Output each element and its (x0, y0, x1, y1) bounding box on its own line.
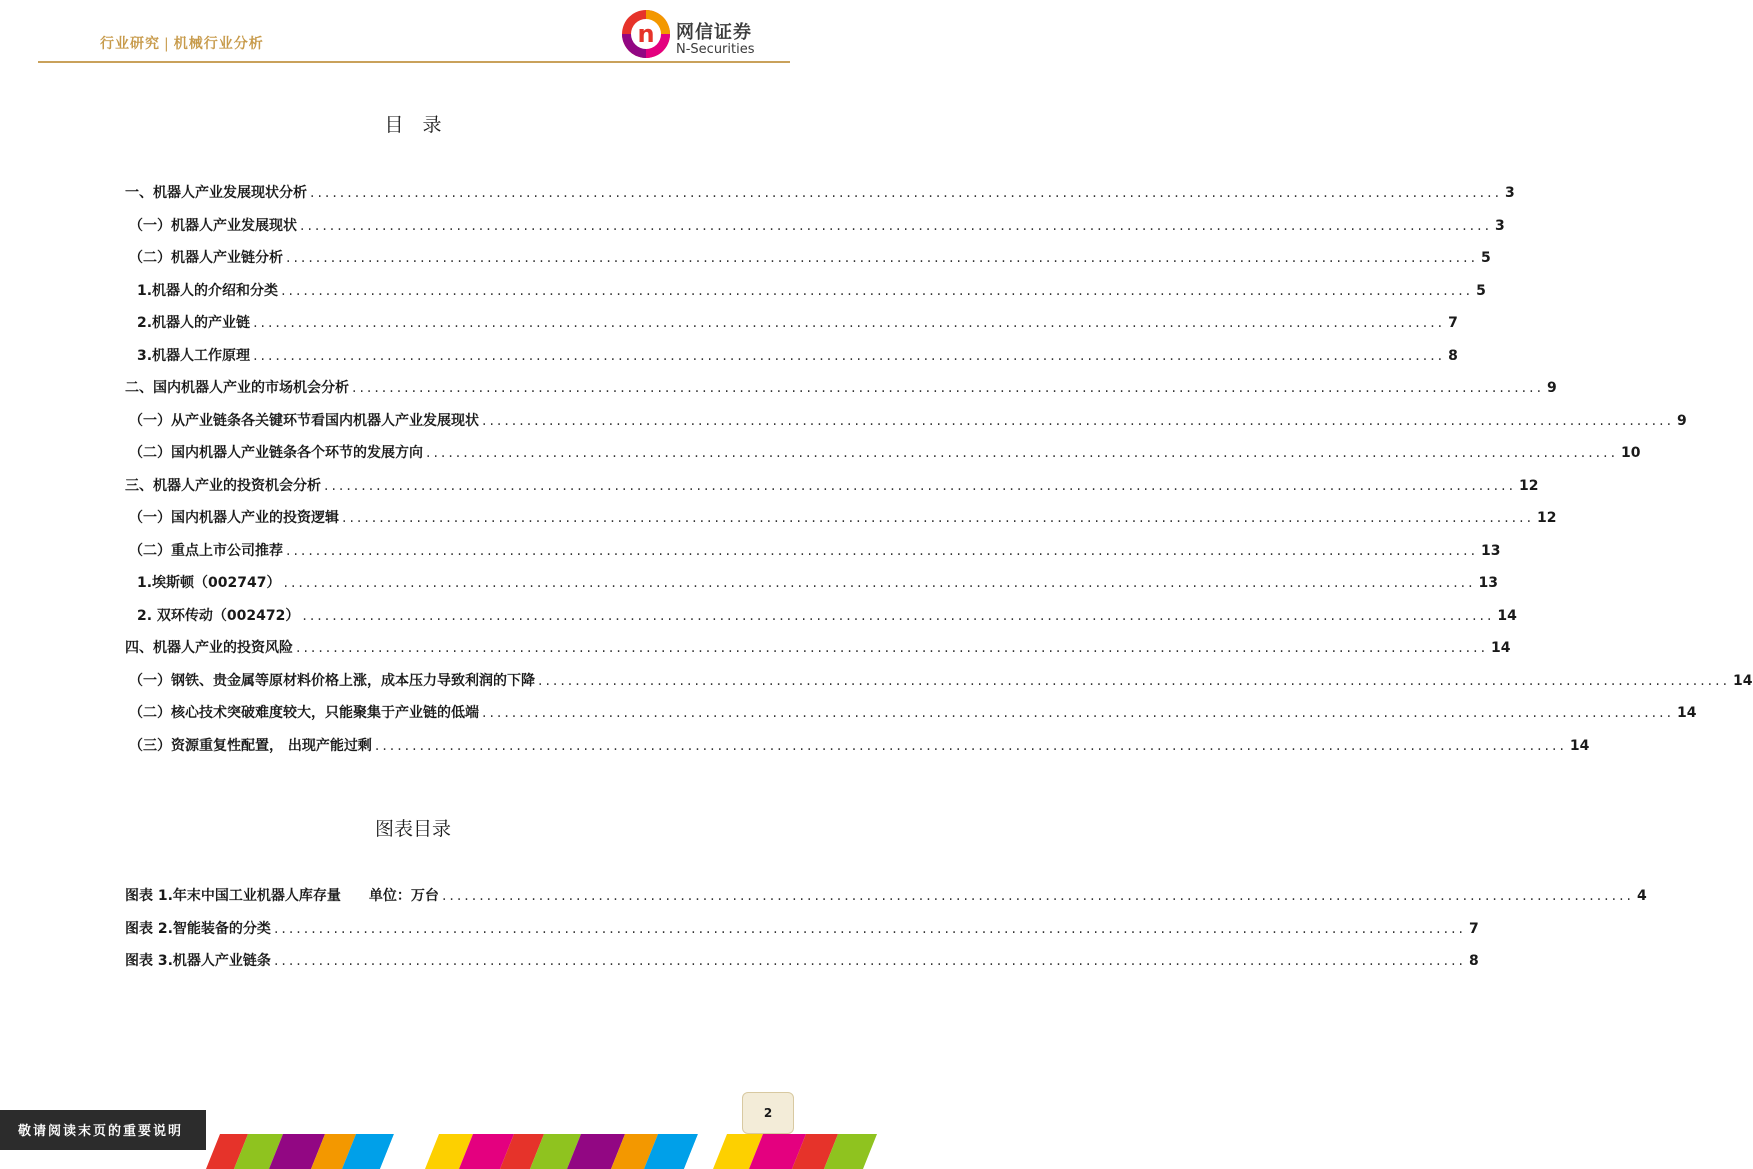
figure-entry-page: 8 (1468, 953, 1479, 969)
toc-entry-page: 12 (1519, 477, 1539, 494)
toc-dot-leader: ................................................................................................................................................................ (302, 607, 1495, 624)
footer-notice-box (0, 1110, 206, 1150)
toc-entry-label: 3.机器人工作原理 (137, 347, 251, 364)
company-logo (620, 8, 800, 58)
header-divider (38, 61, 790, 63)
toc-entry[interactable] (125, 443, 1641, 463)
toc-dot-leader: ................................................................................................................................................................ (296, 640, 1489, 656)
toc-dot-leader: ................................................................................................................................................................ (324, 477, 1517, 494)
toc-dot-leader: ................................................................................................................................................................ (286, 250, 1479, 266)
toc-entry-label: （三）资源重复性配置， 出现产能过剩 (129, 737, 372, 754)
toc-entry[interactable] (125, 346, 1458, 366)
logo-mark-icon (620, 8, 672, 60)
toc-entry-page: 5 (1481, 250, 1491, 266)
breadcrumb-item-machinery-analysis: 机械行业分析 (173, 36, 264, 52)
toc-entry-label: 四、机器人产业的投资风险 (125, 640, 293, 656)
toc-entry-page: 3 (1495, 217, 1505, 234)
figure-entry-label: 图表 2.智能装备的分类 (125, 920, 271, 937)
logo-name-cn: 网信证券 (676, 22, 752, 43)
toc-entry-page: 12 (1537, 510, 1557, 526)
toc-dot-leader: ................................................................................................................................................................ (374, 737, 1567, 754)
toc-entry-label: （二）机器人产业链分析 (129, 250, 283, 266)
toc-dot-leader: ................................................................................................................................................................ (286, 542, 1479, 559)
toc-entry-label: （二）核心技术突破难度较大，只能聚集于产业链的低端 (129, 705, 479, 721)
footer-notice: 敬请阅读末页的重要说明 (18, 1124, 184, 1139)
toc-dot-leader: ................................................................................................................................................................ (310, 185, 1503, 201)
toc-dot-leader: ................................................................................................................................................................ (283, 575, 1476, 591)
figure-entry[interactable] (125, 951, 1479, 971)
figure-entry-label: 图表 3.机器人产业链条 (125, 953, 271, 969)
toc-entry-label: （一）机器人产业发展现状 (129, 217, 297, 234)
toc-dot-leader: ................................................................................................................................................................ (342, 510, 1535, 526)
toc-entry[interactable] (125, 313, 1458, 333)
toc-entry-label: （一）钢铁、贵金属等原材料价格上涨，成本压力导致利润的下降 (129, 672, 535, 689)
breadcrumb-separator: | (164, 36, 170, 52)
breadcrumb (100, 33, 264, 53)
toc-entry-label: （二）国内机器人产业链条各个环节的发展方向 (129, 445, 423, 461)
toc-entry-label: 三、机器人产业的投资机会分析 (125, 477, 321, 494)
toc-entry[interactable] (125, 703, 1697, 723)
toc-entry[interactable] (125, 378, 1557, 398)
toc-dot-leader: ................................................................................................................................................................ (538, 672, 1731, 689)
toc-entry-page: 7 (1448, 315, 1458, 331)
toc-entry[interactable] (125, 216, 1505, 236)
toc-entry[interactable] (125, 606, 1517, 626)
figure-entry[interactable] (125, 919, 1479, 939)
logo-name-en: N-Securities (676, 42, 755, 57)
toc-entry[interactable] (125, 638, 1511, 658)
toc-entry[interactable] (125, 281, 1486, 301)
toc-entry[interactable] (125, 411, 1687, 431)
figures-title: 图表目录 (374, 818, 451, 840)
toc-entry-page: 14 (1569, 737, 1590, 754)
toc-entry-label: 二、国内机器人产业的市场机会分析 (125, 380, 349, 396)
toc-entry[interactable] (125, 476, 1539, 496)
page-header (0, 0, 826, 70)
toc-dot-leader: ................................................................................................................................................................ (300, 217, 1493, 234)
toc-entry-page: 14 (1491, 640, 1511, 656)
toc-entry-page: 13 (1481, 542, 1501, 559)
figure-entry-label: 图表 1.年末中国工业机器人库存量 单位：万台 (125, 888, 439, 904)
toc-dot-leader: ................................................................................................................................................................ (352, 380, 1545, 396)
figure-dot-leader: ................................................................................................................................................................ (441, 888, 1634, 904)
page-number: 2 (742, 1092, 794, 1134)
toc-dot-leader: ................................................................................................................................................................ (253, 347, 1446, 364)
toc-entry[interactable] (125, 671, 1753, 691)
toc-entry-page: 14 (1677, 705, 1697, 721)
toc-entry[interactable] (125, 508, 1557, 528)
toc-entry[interactable] (125, 736, 1590, 756)
figure-entry-page: 7 (1468, 920, 1479, 937)
figure-entry[interactable] (125, 886, 1647, 906)
figure-dot-leader: ................................................................................................................................................................ (273, 920, 1466, 937)
toc-entry-page: 13 (1478, 575, 1499, 591)
toc-entry-page: 10 (1621, 445, 1641, 461)
figure-dot-leader: ................................................................................................................................................................ (273, 953, 1466, 969)
toc-dot-leader: ................................................................................................................................................................ (482, 705, 1675, 721)
toc-entry[interactable] (125, 248, 1491, 268)
toc-entry-label: （一）从产业链条各关键环节看国内机器人产业发展现状 (129, 412, 479, 429)
page-footer (0, 1100, 826, 1169)
toc-entry-page: 8 (1448, 347, 1458, 364)
toc-entry-label: 一、机器人产业发展现状分析 (125, 185, 307, 201)
toc-dot-leader: ................................................................................................................................................................ (482, 412, 1675, 429)
toc-dot-leader: ................................................................................................................................................................ (426, 445, 1619, 461)
toc-entry[interactable] (125, 541, 1501, 561)
toc-entry-label: （一）国内机器人产业的投资逻辑 (129, 510, 339, 526)
toc-entry-page: 9 (1547, 380, 1557, 396)
figure-entry-page: 4 (1636, 888, 1647, 904)
toc-title: 目 录 (384, 114, 442, 136)
toc-entry[interactable] (125, 183, 1515, 203)
toc-entry-label: 2.机器人的产业链 (137, 315, 251, 331)
toc-entry-page: 3 (1505, 185, 1515, 201)
toc-entry-label: 1.机器人的介绍和分类 (137, 282, 279, 299)
toc-dot-leader: ................................................................................................................................................................ (281, 282, 1474, 299)
breadcrumb-item-industry-research: 行业研究 (100, 36, 160, 52)
decorative-stripes (206, 1134, 826, 1169)
toc-entry-page: 9 (1677, 412, 1687, 429)
toc-entry-label: 2. 双环传动（002472） (137, 607, 300, 624)
toc-entry-page: 14 (1497, 607, 1517, 624)
toc-entry[interactable] (125, 573, 1499, 593)
toc-dot-leader: ................................................................................................................................................................ (253, 315, 1446, 331)
logo-mark-letter: n (637, 20, 655, 48)
toc-entry-label: （二）重点上市公司推荐 (129, 542, 283, 559)
toc-entry-page: 5 (1476, 282, 1486, 299)
toc-entry-label: 1.埃斯顿（002747） (137, 575, 281, 591)
toc-entry-page: 14 (1733, 672, 1753, 689)
